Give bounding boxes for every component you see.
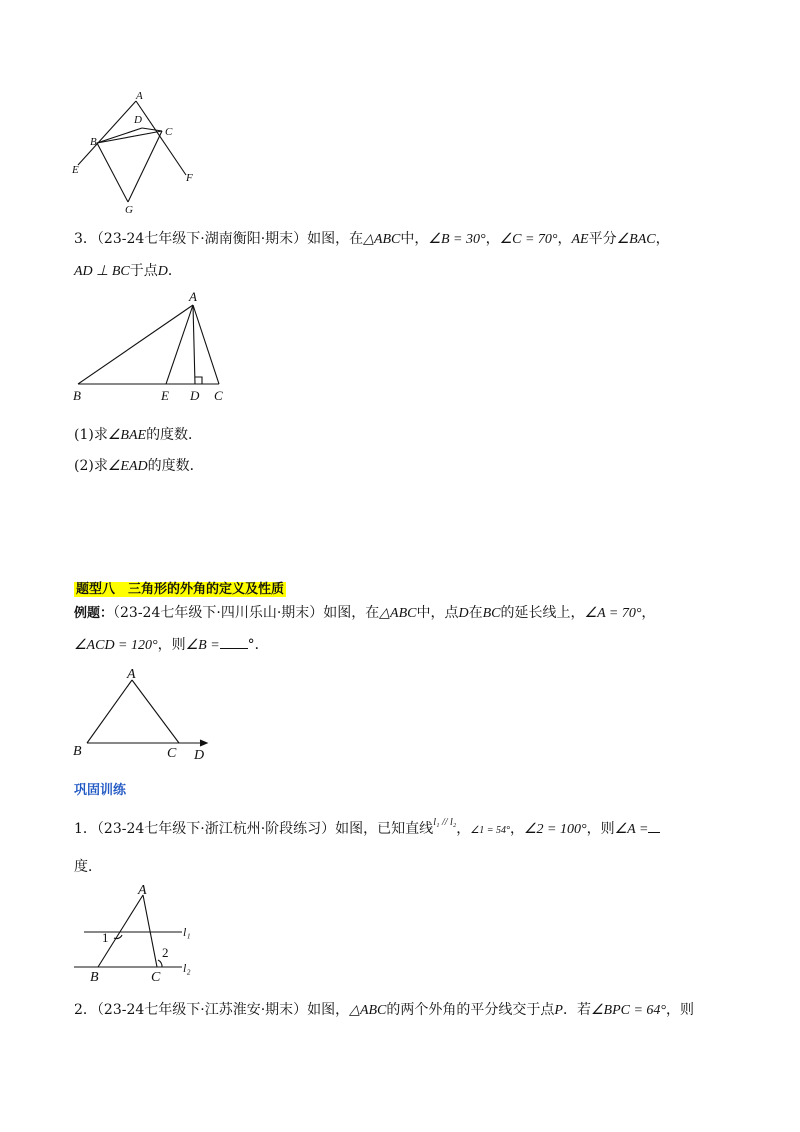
label-A: A xyxy=(127,667,136,682)
q3-sub1-prefix: (1)求 xyxy=(74,427,108,443)
angle-2-arc xyxy=(158,960,162,967)
example-angle-acd: ∠ACD = 120° xyxy=(74,638,158,653)
p1-line1 xyxy=(74,813,660,841)
q3-sep: ， xyxy=(655,231,670,247)
label-C: C xyxy=(165,126,173,138)
label-B: B xyxy=(73,744,82,759)
label-E: E xyxy=(161,388,169,403)
label-A: A xyxy=(189,289,197,304)
example-text: 中，点 xyxy=(416,605,459,621)
segment-A-D xyxy=(193,305,195,384)
p2-angle-bpc: ∠BPC = 64° xyxy=(590,1003,667,1018)
figure-p1-parallel-lines xyxy=(72,880,212,985)
p2-text: 的两个外角的平分线交于点 xyxy=(386,1002,555,1018)
p1-sep: ， xyxy=(456,821,471,837)
example-text: ，则 xyxy=(157,637,186,653)
section-heading xyxy=(74,579,286,599)
q3-sub1 xyxy=(74,425,202,446)
practice-heading: 巩固训练 xyxy=(74,783,127,798)
side-A-C xyxy=(132,680,179,743)
q3-text: 于点 xyxy=(129,263,158,279)
example-angle-a: ∠A = 70° xyxy=(584,606,642,621)
side-A-C xyxy=(143,895,157,967)
q3-sub2-suffix: 的度数． xyxy=(147,458,204,474)
label-angle-2: 2 xyxy=(162,945,169,960)
p1-source: （23-24七年级下·浙江杭州·阶段练习）如图，已知直线 xyxy=(96,821,434,837)
example-line2 xyxy=(74,634,269,656)
line-A-F xyxy=(136,101,186,175)
p1-line2 xyxy=(74,857,102,877)
p1-unit: 度． xyxy=(74,859,102,875)
label-C: C xyxy=(151,970,161,985)
example-end: °． xyxy=(247,637,269,653)
q3-ae: AE xyxy=(571,232,589,247)
example-text: 在 xyxy=(468,605,483,621)
example-sep: ， xyxy=(641,605,656,621)
arrow-head xyxy=(200,740,207,746)
right-angle-mark xyxy=(195,377,202,384)
q3-sub1-suffix: 的度数． xyxy=(146,427,203,443)
side-A-B xyxy=(87,680,132,743)
figure-example-triangle xyxy=(72,665,222,765)
q3-point-d: D xyxy=(157,264,168,279)
q3-sub2-prefix: (2)求 xyxy=(74,458,108,474)
q3-text: 平分 xyxy=(588,231,617,247)
p1-text: ，则 xyxy=(586,821,615,837)
q3-triangle: △ABC xyxy=(363,232,401,247)
label-G: G xyxy=(125,204,133,216)
p2-number: 2． xyxy=(74,1002,97,1018)
q3-angle-bac: ∠BAC xyxy=(616,232,656,247)
p2-line1 xyxy=(74,1000,694,1021)
line-D-C xyxy=(142,128,162,131)
p2-point-p: P xyxy=(554,1003,563,1018)
label-B: B xyxy=(73,388,81,403)
example-triangle: △ABC xyxy=(379,606,417,621)
label-F: F xyxy=(186,172,193,184)
p1-angle-a: ∠A = xyxy=(614,822,649,837)
p1-sep: ， xyxy=(509,821,524,837)
q3-sep: ， xyxy=(557,231,572,247)
figure-exterior-bisectors xyxy=(70,90,200,216)
example-label: 例题： xyxy=(74,606,114,621)
p2-text: ．若 xyxy=(562,1002,591,1018)
example-angle-b: ∠B = xyxy=(185,638,220,653)
label-B: B xyxy=(90,970,99,985)
q3-ad-perp-bc: AD ⊥ BC xyxy=(74,264,130,279)
p1-parallel: l₁ // l₂ xyxy=(433,817,457,828)
example-bc: BC xyxy=(482,606,501,621)
label-D: D xyxy=(134,114,142,126)
q3-line2 xyxy=(74,261,182,282)
q3-sub1-angle: ∠BAE xyxy=(107,428,147,443)
label-A: A xyxy=(138,883,147,898)
q3-text: 中， xyxy=(400,231,429,247)
example-line1 xyxy=(74,603,655,624)
example-point-d: D xyxy=(458,606,469,621)
label-A: A xyxy=(136,90,143,102)
section-title: 题型八 三角形的外角的定义及性质 xyxy=(76,582,285,597)
line-B-G xyxy=(97,143,128,202)
q3-end: ． xyxy=(167,263,182,279)
q3-source: （23-24七年级下·湖南衡阳·期末）如图，在 xyxy=(96,231,364,247)
example-text: 的延长线上， xyxy=(500,605,585,621)
q3-angle-b: ∠B = 30° xyxy=(428,232,486,247)
q3-number: 3． xyxy=(74,231,97,247)
example-source: （23-24七年级下·四川乐山·期末）如图，在 xyxy=(113,605,380,621)
p1-angle-2: ∠2 = 100° xyxy=(523,822,587,837)
label-E: E xyxy=(72,164,79,176)
p2-triangle: △ABC xyxy=(349,1003,387,1018)
label-B: B xyxy=(90,136,97,148)
label-angle-1: 1 xyxy=(102,930,109,945)
label-C: C xyxy=(167,746,177,761)
answer-blank[interactable] xyxy=(220,634,248,649)
label-C: C xyxy=(214,388,223,403)
line-C-G xyxy=(128,131,162,202)
answer-blank[interactable] xyxy=(648,818,660,833)
p1-number: 1． xyxy=(74,821,97,837)
label-D: D xyxy=(194,748,205,763)
q3-sep: ， xyxy=(485,231,500,247)
side-A-B xyxy=(78,305,193,384)
segment-A-E xyxy=(166,305,193,384)
q3-line1 xyxy=(74,229,670,250)
label-l1: l₁ xyxy=(183,925,191,939)
label-l2: l₂ xyxy=(183,961,191,975)
q3-angle-c: ∠C = 70° xyxy=(499,232,558,247)
q3-sub2 xyxy=(74,456,204,477)
p2-text: ，则 xyxy=(666,1002,695,1018)
side-A-C xyxy=(193,305,219,384)
p1-angle-1: ∠1 = 54° xyxy=(470,825,510,836)
p2-source: （23-24七年级下·江苏淮安·期末）如图， xyxy=(96,1002,350,1018)
q3-sub2-angle: ∠EAD xyxy=(107,459,148,474)
figure-q3-triangle xyxy=(72,290,242,410)
label-D: D xyxy=(190,388,200,403)
